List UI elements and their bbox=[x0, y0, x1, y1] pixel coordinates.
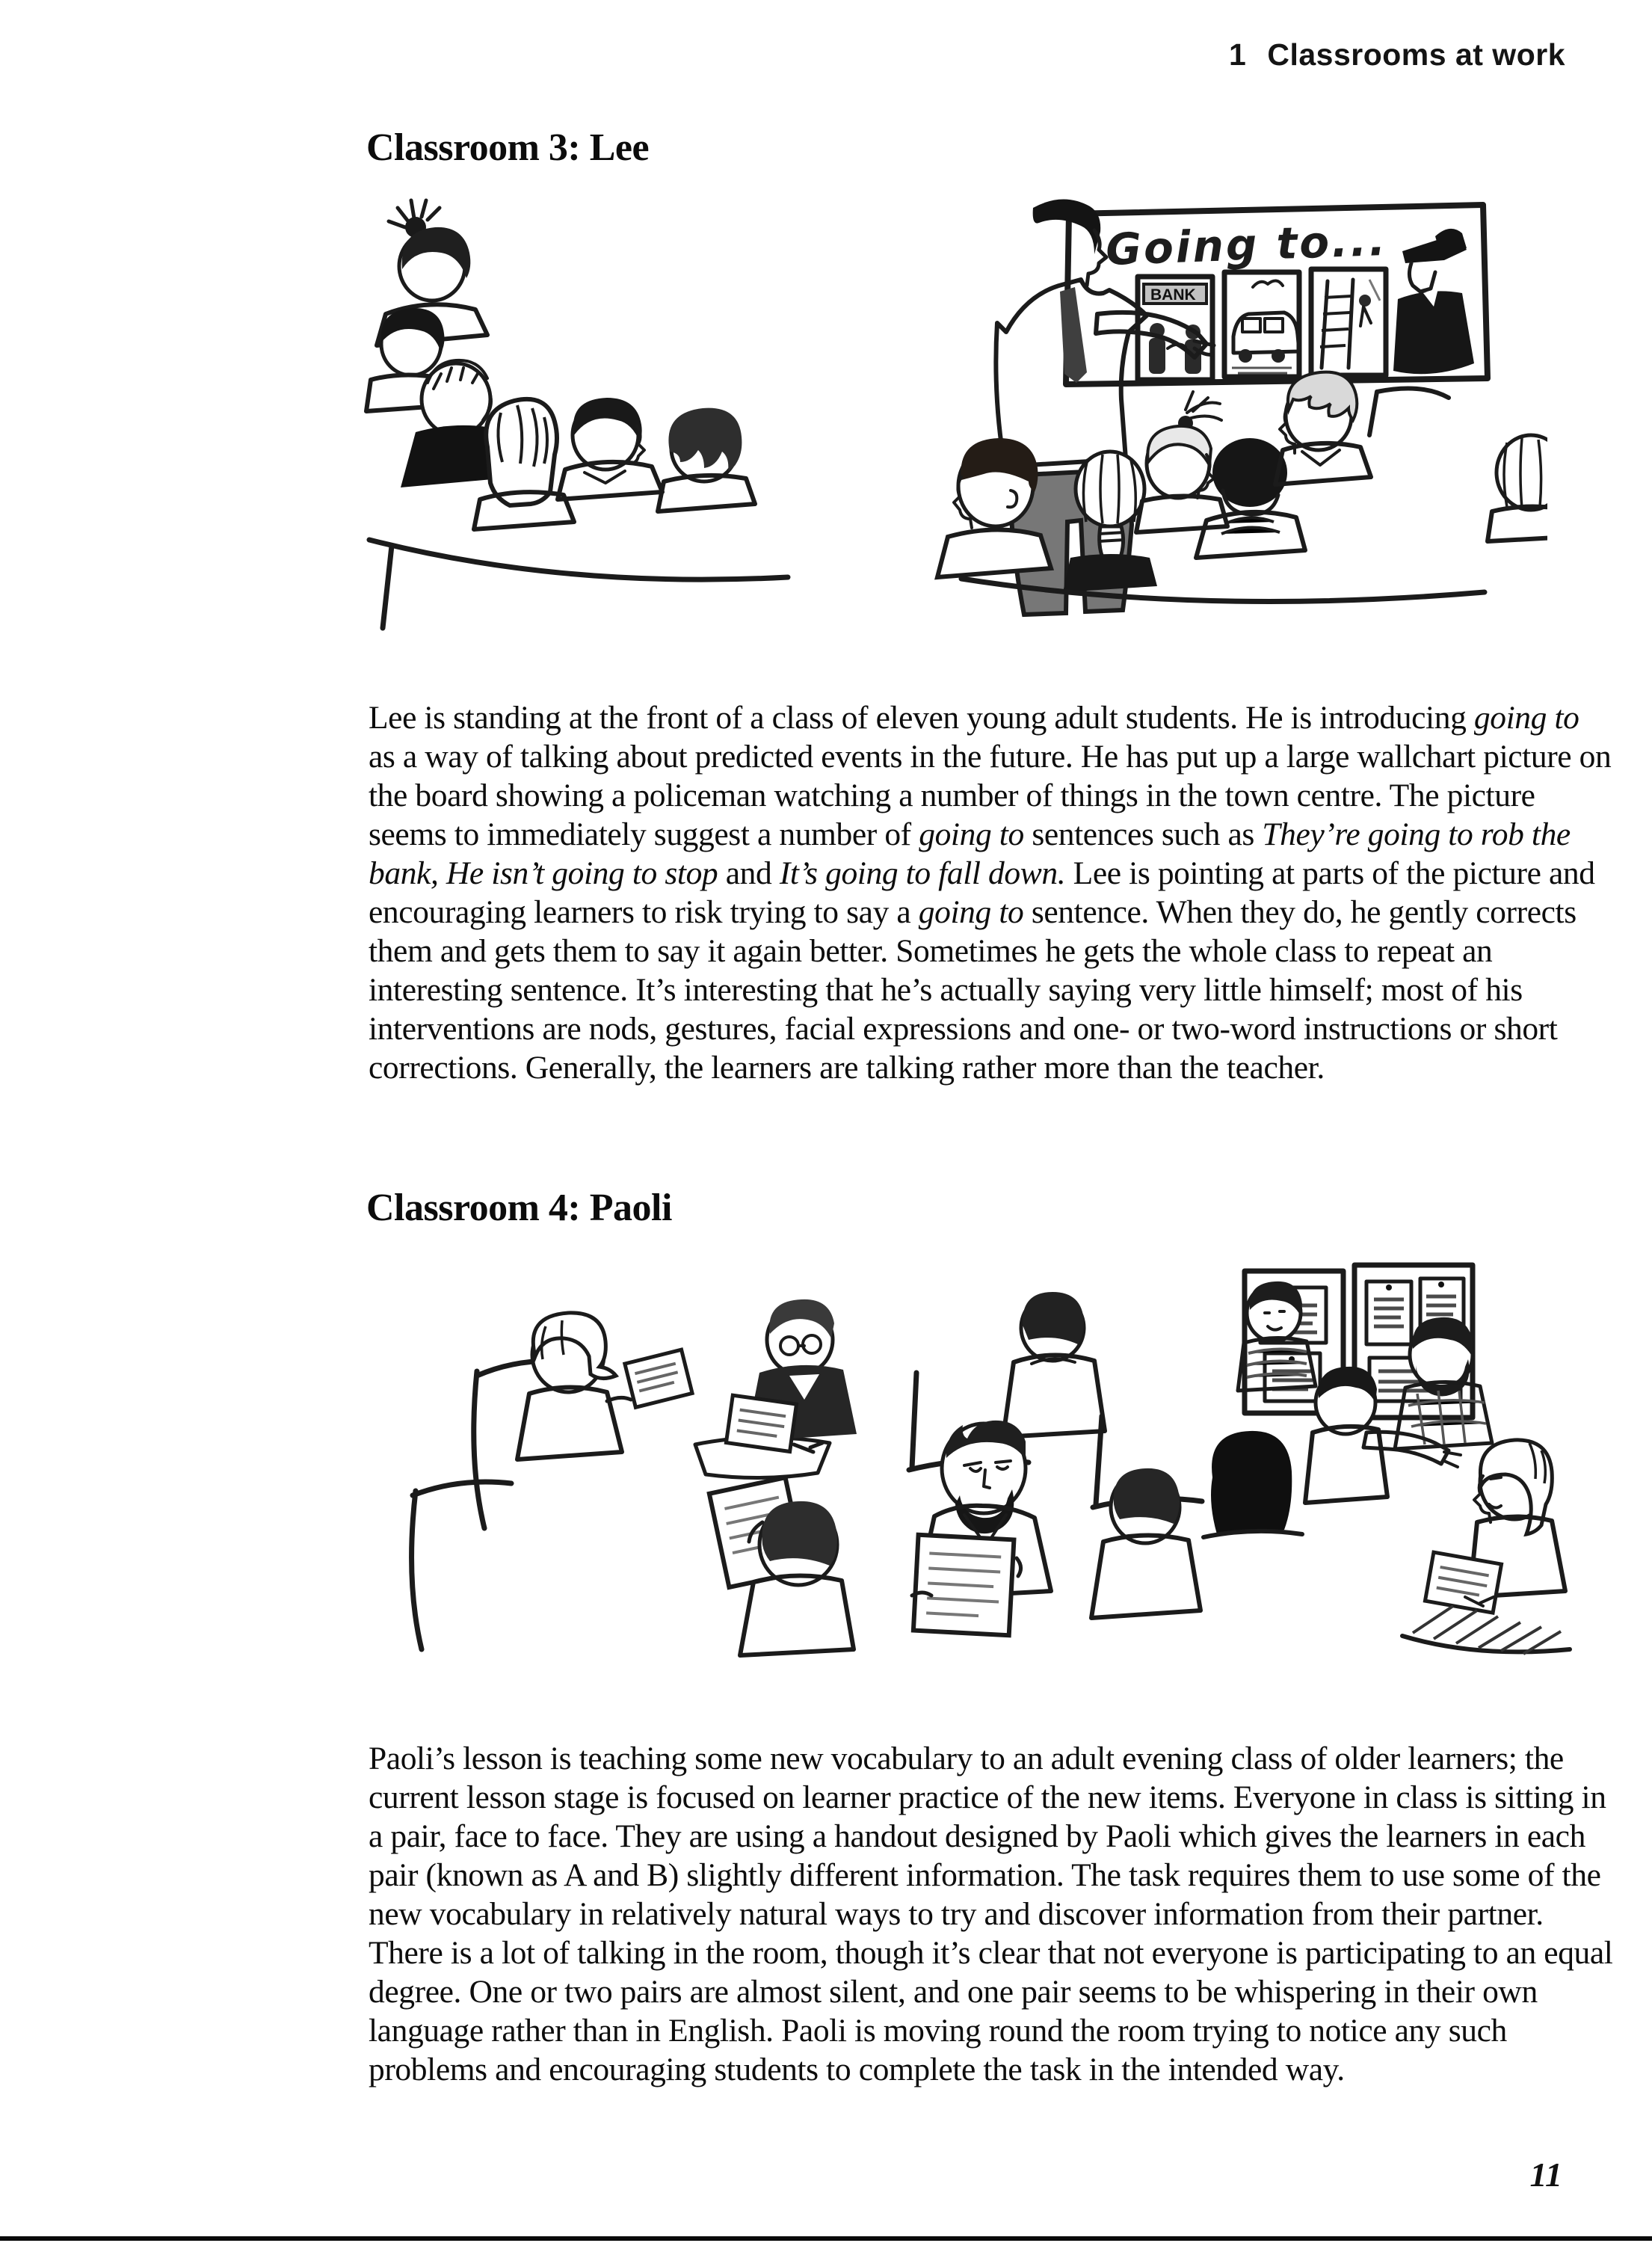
student-wavy-blonde bbox=[474, 399, 574, 529]
board-title-text: Going to... bbox=[1105, 214, 1389, 275]
heading-classroom-3-lee: Classroom 3: Lee bbox=[366, 126, 650, 169]
students-front-right bbox=[937, 372, 1547, 602]
bank-sign-text: BANK bbox=[1150, 286, 1196, 304]
learner-back-of-head bbox=[709, 1477, 854, 1655]
heading-classroom-4-paoli: Classroom 4: Paoli bbox=[366, 1187, 672, 1229]
chart-panel-car bbox=[1224, 272, 1299, 377]
running-head bbox=[1229, 37, 1565, 73]
learner-back-view-man bbox=[1003, 1292, 1105, 1437]
chart-panel-bank bbox=[1138, 277, 1212, 380]
chair-far-left bbox=[412, 1482, 511, 1649]
learner-bearded-man bbox=[909, 1373, 1051, 1635]
paoli-classroom-illustration bbox=[344, 1244, 1577, 1676]
student-shaggy-hair bbox=[658, 408, 755, 511]
student-top-ponytail-girl bbox=[1136, 392, 1227, 532]
student-shaggy-light-man bbox=[1275, 372, 1449, 484]
pair-left bbox=[474, 1299, 857, 1528]
student-dark-profile bbox=[558, 398, 662, 499]
page-number: 11 bbox=[1529, 2156, 1562, 2194]
student-far-right-blonde bbox=[1488, 435, 1547, 541]
wallchart-board bbox=[1066, 205, 1488, 384]
lee-classroom-illustration bbox=[359, 188, 1547, 650]
learner-dark-long-hair bbox=[1203, 1431, 1302, 1537]
learner-back-view-right bbox=[1091, 1416, 1202, 1618]
learner-glasses-woman bbox=[726, 1299, 857, 1452]
chair-row-line-left bbox=[369, 540, 788, 628]
chapter-title: Classrooms at work bbox=[1267, 37, 1565, 72]
learner-blonde-woman bbox=[1425, 1440, 1565, 1613]
policeman-drawing bbox=[1393, 229, 1474, 374]
paoli-paragraph: Paoli’s lesson is teaching some new vocabulary to an adult evening class of older learners; the current lesson stage is focused on learner practice of the new items. Everyone in class is sitting in a pair, face to face. They are using a handout designed by Paoli which gives the learners in each pair (known as A and B) slightly different information. The task requires them to use some of the new vocabulary in relatively natural ways to try and discover information from their partner. There is a lot of talking in the room, though it’s clear that not everyone is participating to an equal degree. One or two pairs are almost silent, and one pair seems to be whispering in their own language rather than in English. Paoli is moving round the room trying to notice any such problems and encouraging students to complete the task in the intended way. bbox=[369, 1740, 1613, 2087]
bottom-rule bbox=[0, 2236, 1652, 2241]
lee-paragraph: Lee is standing at the front of a class of eleven young adult students. He is introducing going to as a way of talking about predicted events in the future. He has put up a large wallchart picture on the board showing a policeman watching a number of things in the town centre. The picture seems to immediately suggest a number of going to sentences such as They’re going to rob the bank, He isn’t going to stop and It’s going to fall down. Lee is pointing at parts of the picture and encouraging learners to risk trying to say a going to sentence. When they do, he gently corrects them and gets them to say it again better. Sometimes he gets the whole class to repeat an interesting sentence. It’s interesting that he’s actually saying very little himself; most of his interventions are nods, gestures, facial expressions and one- or two-word instructions or short corrections. Generally, the learners are talking rather more than the teacher. bbox=[369, 699, 1612, 1086]
students-back-left bbox=[366, 200, 788, 628]
chapter-number: 1 bbox=[1229, 37, 1247, 72]
learner-smiling-man bbox=[1238, 1282, 1316, 1391]
group-right bbox=[1091, 1317, 1570, 1654]
learner-flip-hair-woman bbox=[517, 1313, 692, 1459]
chart-panel-ladder bbox=[1311, 269, 1386, 375]
